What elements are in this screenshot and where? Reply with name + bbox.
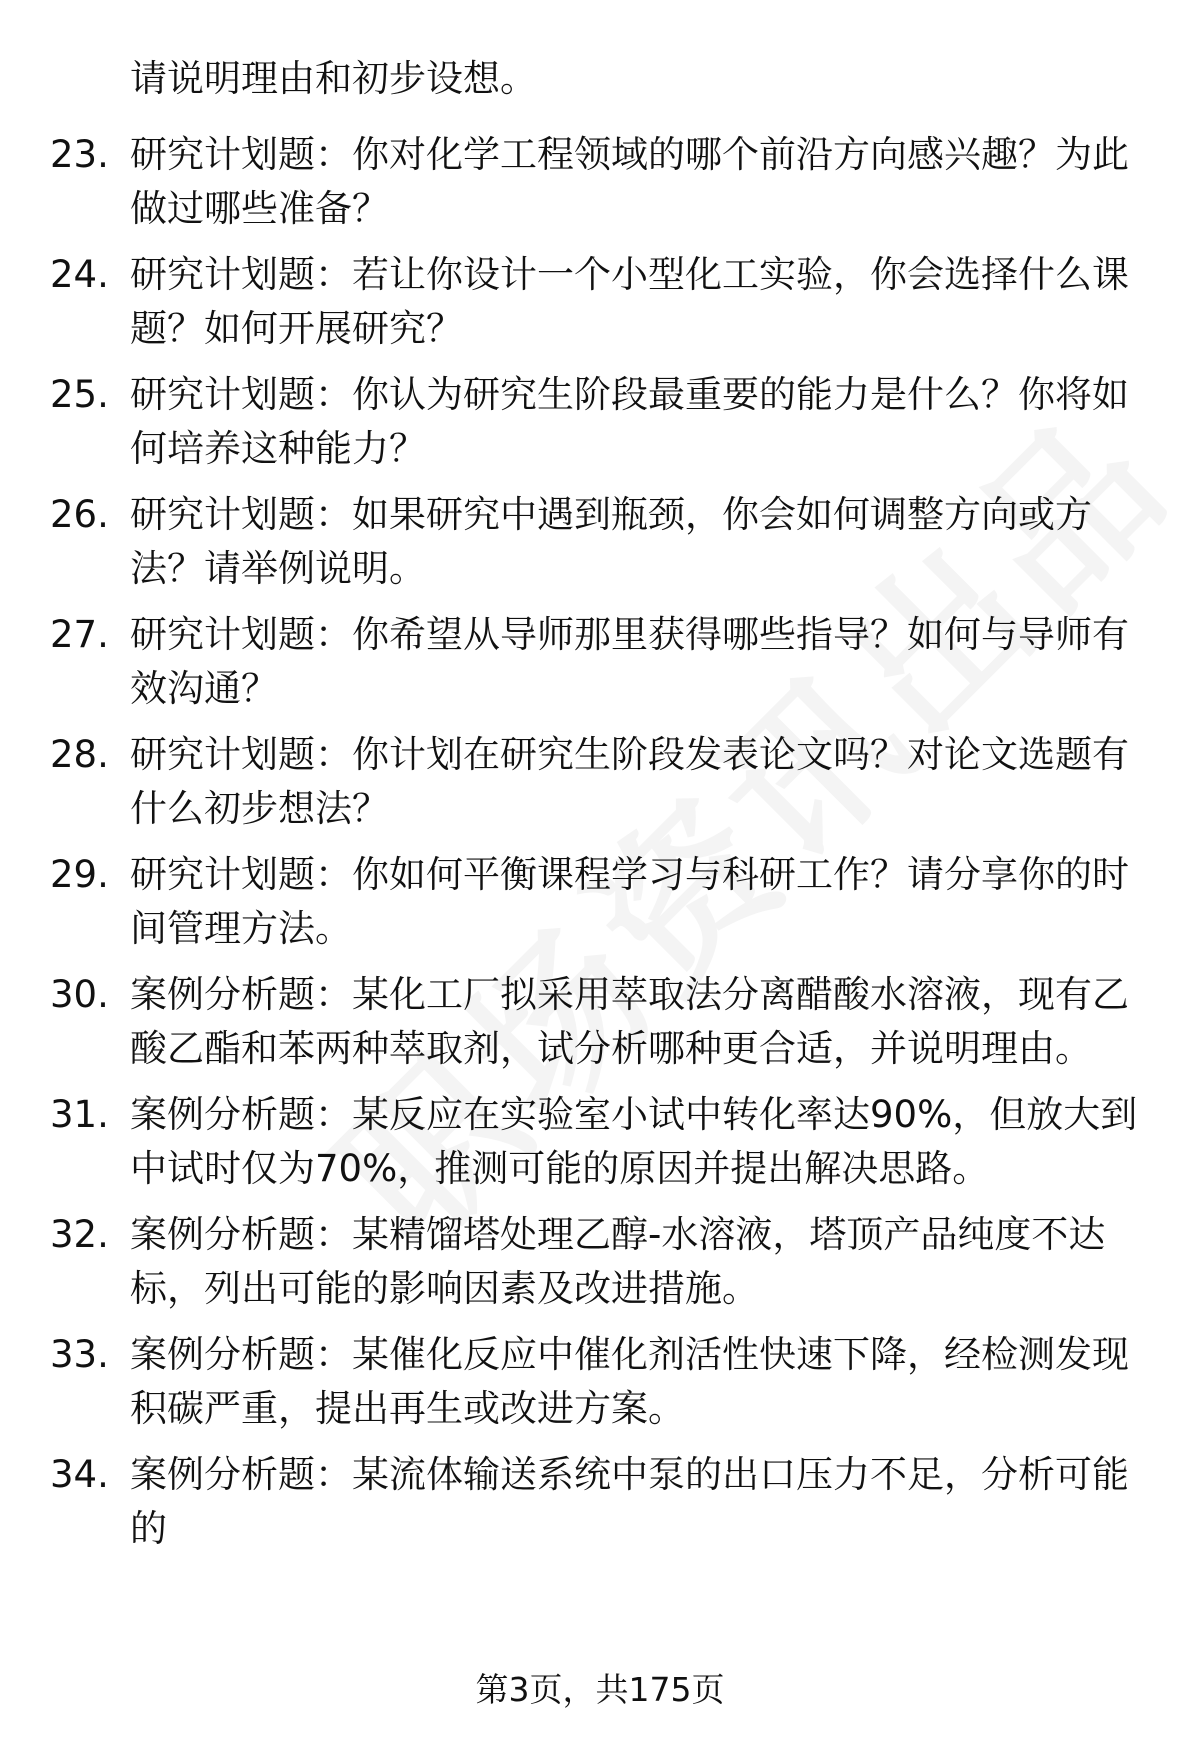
question-number: 25.: [50, 373, 109, 416]
question-text: 研究计划题：你对化学工程领域的哪个前沿方向感兴趣？为此做过哪些准备？: [130, 133, 1129, 230]
question-number: 32.: [50, 1213, 109, 1256]
question-number: 33.: [50, 1333, 109, 1376]
question-number: 28.: [50, 733, 109, 776]
question-text: 研究计划题：若让你设计一个小型化工实验，你会选择什么课题？如何开展研究？: [130, 253, 1129, 350]
question-number: 23.: [50, 133, 109, 176]
question-number: 29.: [50, 853, 109, 896]
question-text: 案例分析题：某催化反应中催化剂活性快速下降，经检测发现积碳严重，提出再生或改进方案。: [130, 1333, 1129, 1430]
question-number: 30.: [50, 973, 109, 1016]
question-text: 研究计划题：你希望从导师那里获得哪些指导？如何与导师有效沟通？: [130, 613, 1129, 710]
question-text: 案例分析题：某精馏塔处理乙醇-水溶液，塔顶产品纯度不达标，列出可能的影响因素及改进措施。: [130, 1213, 1106, 1310]
question-number: 34.: [50, 1453, 109, 1496]
question-text: 案例分析题：某化工厂拟采用萃取法分离醋酸水溶液，现有乙酸乙酯和苯两种萃取剂，试分析哪种更合适，并说明理由。: [130, 973, 1129, 1070]
question-text: 研究计划题：你计划在研究生阶段发表论文吗？对论文选题有什么初步想法？: [130, 733, 1129, 830]
question-number: 24.: [50, 253, 109, 296]
question-number: 31.: [50, 1093, 109, 1136]
question-text: 案例分析题：某反应在实验室小试中转化率达90%，但放大到中试时仅为70%，推测可能的原因并提出解决思路。: [130, 1093, 1138, 1190]
page-footer: 第3页，共175页: [475, 1670, 725, 1709]
question-text: 研究计划题：你认为研究生阶段最重要的能力是什么？你将如何培养这种能力？: [130, 373, 1129, 470]
question-text: 研究计划题：如果研究中遇到瓶颈，你会如何调整方向或方法？请举例说明。: [130, 493, 1092, 590]
question-text: 研究计划题：你如何平衡课程学习与科研工作？请分享你的时间管理方法。: [130, 853, 1129, 950]
question-text: 案例分析题：某流体输送系统中泵的出口压力不足，分析可能的: [130, 1453, 1129, 1550]
question-number: 26.: [50, 493, 109, 536]
question-number: 27.: [50, 613, 109, 656]
continuation-text: 请说明理由和初步设想。: [130, 57, 537, 100]
